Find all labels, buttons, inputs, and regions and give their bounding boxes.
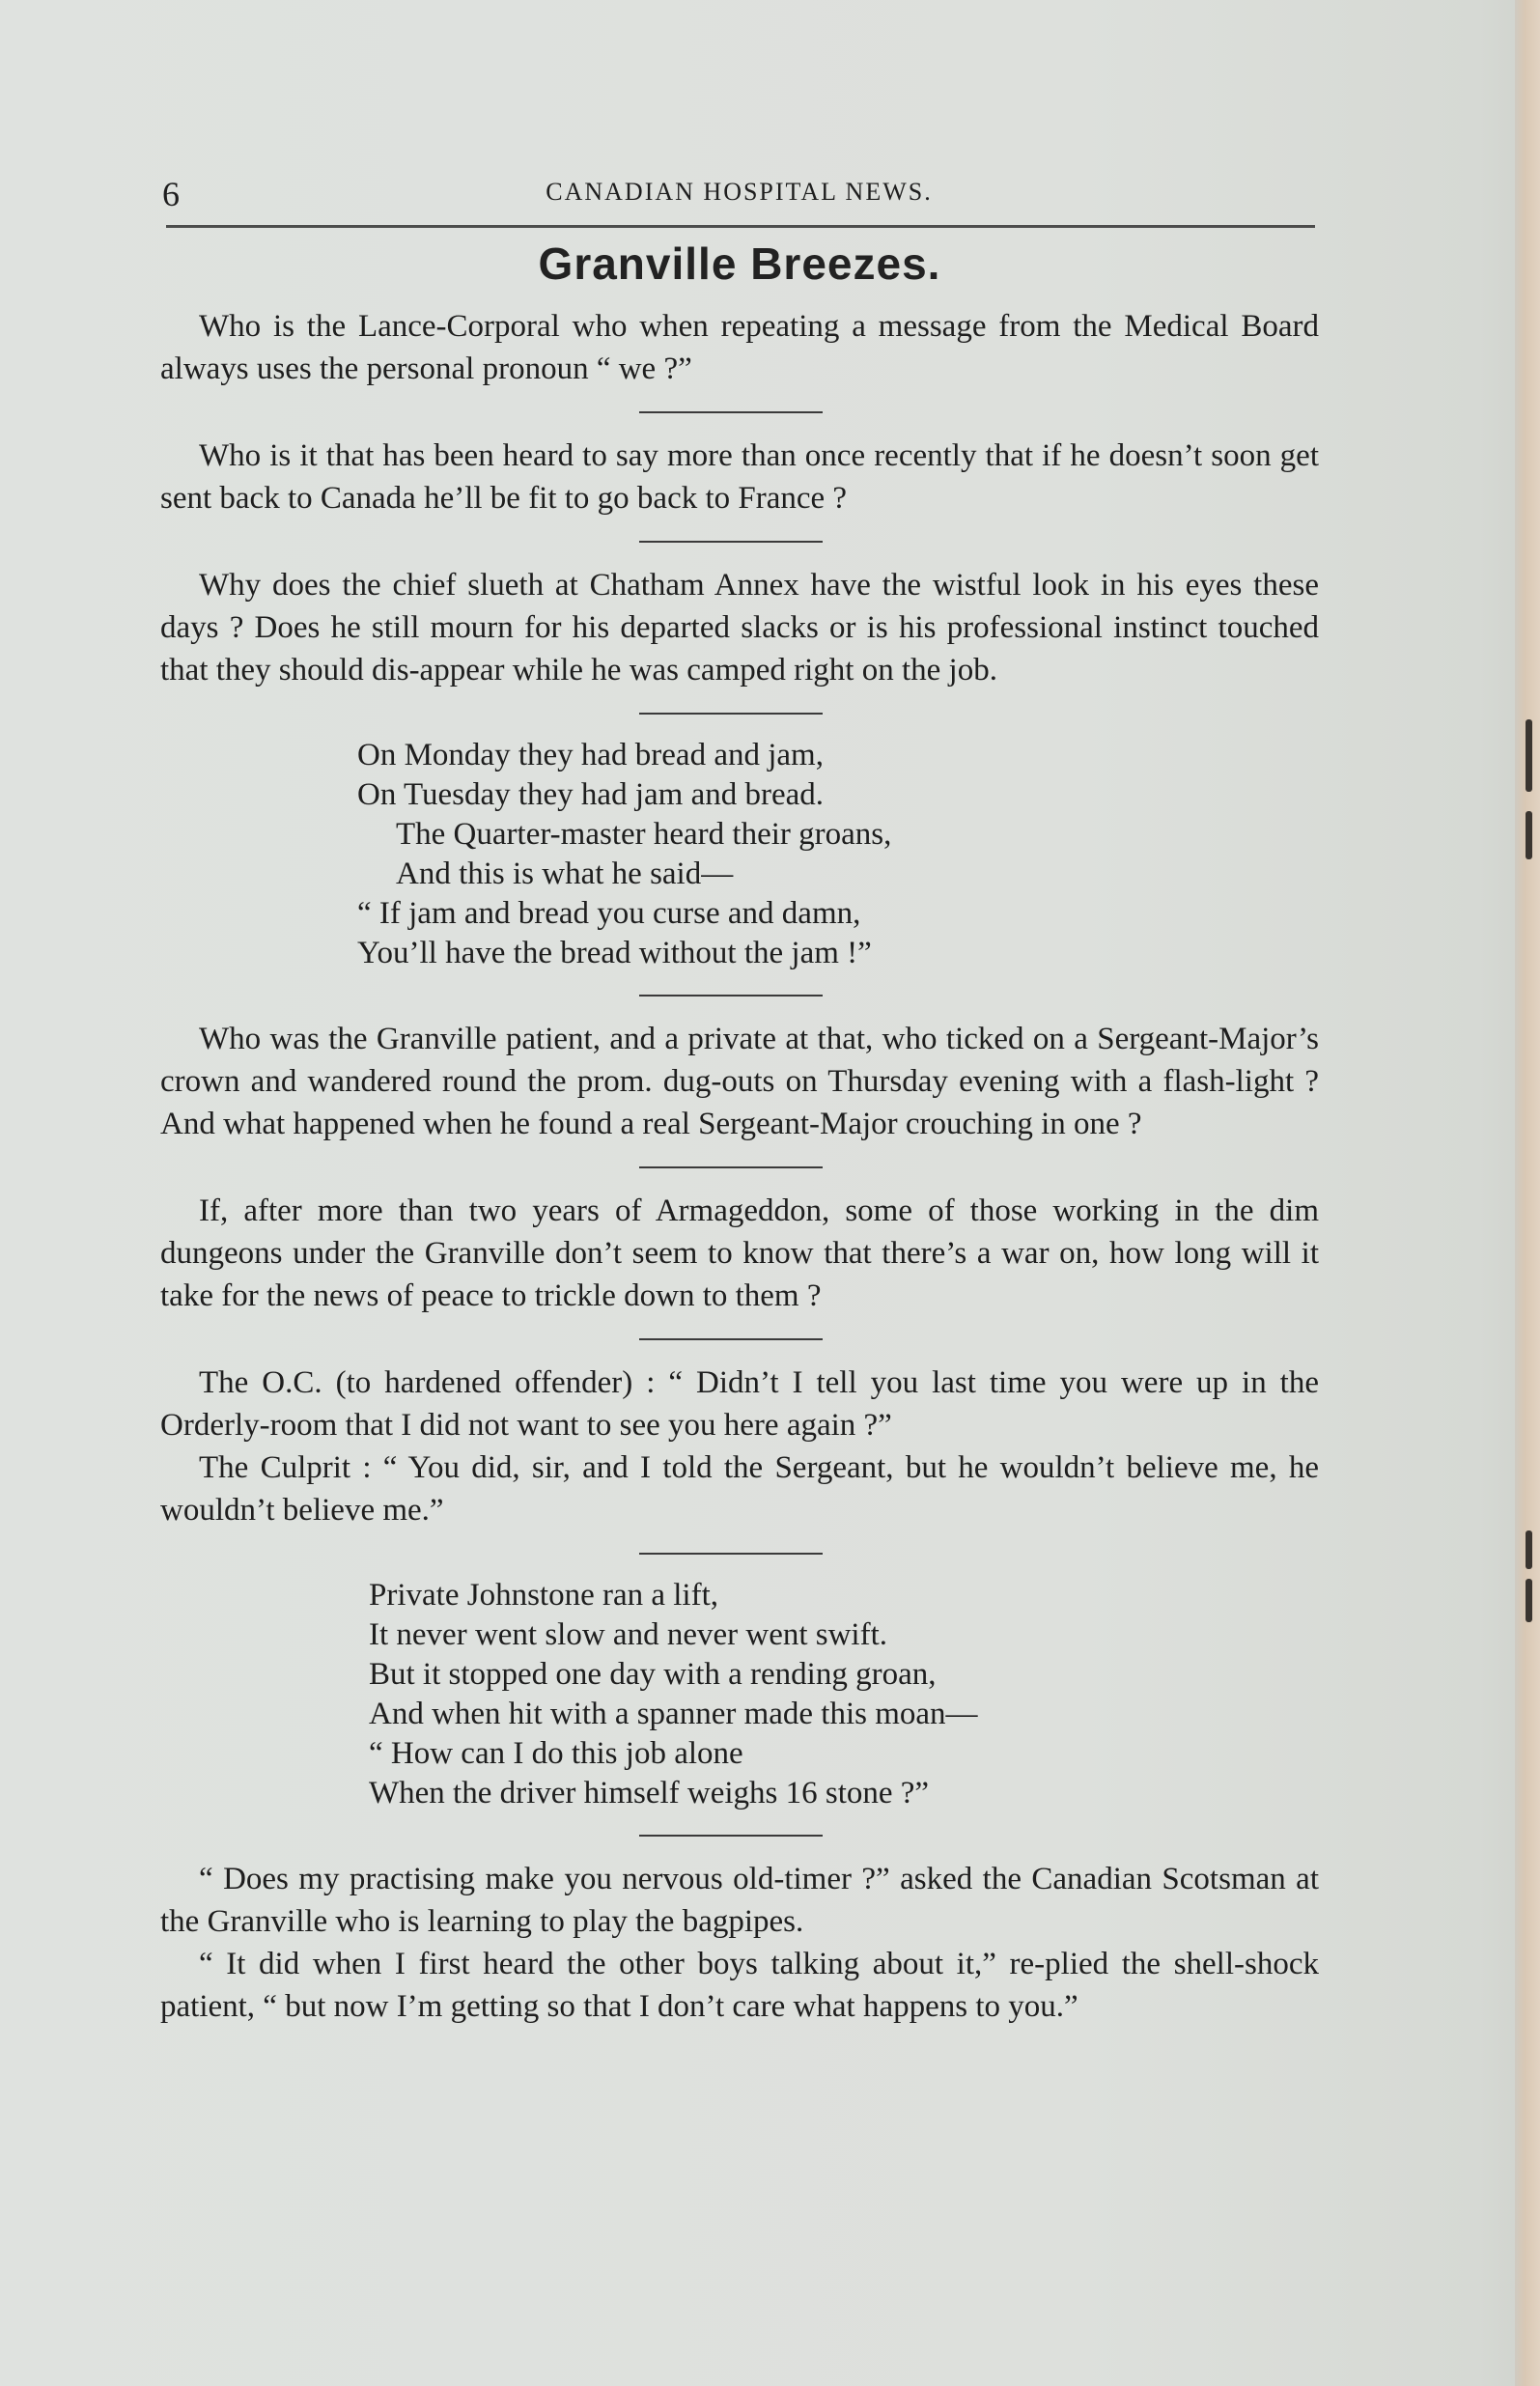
paragraph: Who was the Granville patient, and a private at that, who ticked on a Sergeant-Major’s crown and wandered round the prom. dug-outs on Thursday evening with a flash-light ? And what happened when he found a real Sergeant-Major crouching in one ? <box>160 1022 1319 1141</box>
paragraph: “ It did when I first heard the other boys talking about it,” re-plied the shell-shock patient, “ but now I’m getting so that I don’t care what happens to you.” <box>160 1947 1319 2024</box>
separator-rule <box>639 411 823 413</box>
verse-line: Private Johnstone ran a lift, <box>369 1578 719 1613</box>
binding-mark <box>1526 719 1532 792</box>
verse-line: When the driver himself weighs 16 stone ?” <box>369 1776 930 1811</box>
verse-line: “ How can I do this job alone <box>369 1736 743 1771</box>
paragraph: If, after more than two years of Armageddon, some of those working in the dim dungeons under the Granville don’t seem to know that there’s a war on, how long will it take for the news of peace to trickle down to them ? <box>160 1193 1319 1313</box>
verse-line: And this is what he said— <box>396 856 734 891</box>
verse-line: You’ll have the bread without the jam !” <box>357 936 872 970</box>
verse-line: The Quarter-master heard their groans, <box>396 817 892 852</box>
header-rule <box>166 225 1315 228</box>
separator-rule <box>639 1835 823 1837</box>
separator-rule <box>639 1166 823 1168</box>
separator-rule <box>639 541 823 543</box>
verse-line: But it stopped one day with a rending groan, <box>369 1657 937 1692</box>
paragraph: The O.C. (to hardened offender) : “ Didn’t I tell you last time you were up in the Orderly-room that I did not want to see you here again ?” <box>160 1365 1319 1443</box>
article <box>160 238 1319 2028</box>
running-header <box>162 174 1316 216</box>
verse-line: On Monday they had bread and jam, <box>357 738 824 772</box>
page-number: 6 <box>162 175 180 213</box>
binding-mark <box>1526 1530 1532 1569</box>
verse-line: On Tuesday they had jam and bread. <box>357 777 824 812</box>
verse <box>357 736 1319 973</box>
binding-mark <box>1526 1579 1532 1622</box>
binding-mark <box>1526 811 1532 859</box>
article-title: Granville Breezes. <box>538 239 941 289</box>
paragraph: The Culprit : “ You did, sir, and I told the Sergeant, but he wouldn’t believe me, he wouldn’t believe me.” <box>160 1450 1319 1528</box>
verse-line: And when hit with a spanner made this moan— <box>369 1697 978 1731</box>
page-edge <box>1515 0 1540 2386</box>
running-title: CANADIAN HOSPITAL NEWS. <box>546 178 933 206</box>
verse <box>369 1576 1319 1813</box>
paragraph: Who is it that has been heard to say more than once recently that if he doesn’t soon get sent back to Canada he’ll be fit to go back to France ? <box>160 438 1319 516</box>
paragraph: “ Does my practising make you nervous old-timer ?” asked the Canadian Scotsman at the Granville who is learning to play the bagpipes. <box>160 1862 1319 1939</box>
paragraph: Who is the Lance-Corporal who when repeating a message from the Medical Board always uses the personal pronoun “ we ?” <box>160 309 1319 386</box>
verse-line: “ If jam and bread you curse and damn, <box>357 896 861 931</box>
separator-rule <box>639 713 823 715</box>
paragraph: Why does the chief slueth at Chatham Annex have the wistful look in his eyes these days ? Does he still mourn for his departed slacks or is his professional instinct touched that they should dis-appear while he was camped right on the job. <box>160 568 1319 688</box>
separator-rule <box>639 995 823 997</box>
separator-rule <box>639 1338 823 1340</box>
verse-line: It never went slow and never went swift. <box>369 1617 888 1652</box>
separator-rule <box>639 1553 823 1555</box>
